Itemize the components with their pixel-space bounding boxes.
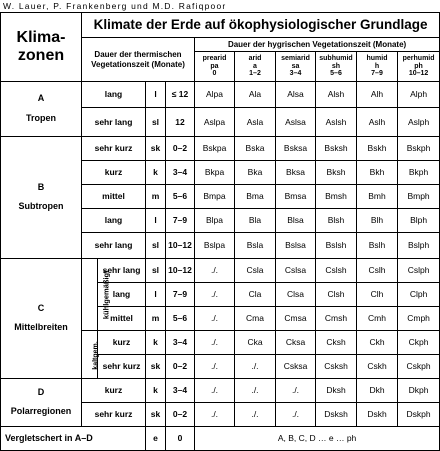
thermal-code: sk <box>146 137 166 161</box>
thermal-months: 7–9 <box>166 209 195 233</box>
climate-type-cell: Bksh <box>316 161 357 185</box>
thermal-code: k <box>146 331 166 355</box>
thermal-duration-label: sehr lang <box>82 108 146 137</box>
climate-type-cell: Cmph <box>398 307 440 331</box>
climate-type-cell: Bmh <box>357 185 398 209</box>
climate-type-cell: Blpa <box>195 209 235 233</box>
climate-type-cell: Cskph <box>398 355 440 379</box>
climate-type-cell: ./. <box>195 331 235 355</box>
climate-type-cell: Clh <box>357 283 398 307</box>
climate-type-cell: Alsa <box>276 82 316 108</box>
climate-type-cell: Bmsh <box>316 185 357 209</box>
hygric-column-name: humid <box>366 54 388 62</box>
thermal-code: m <box>146 307 166 331</box>
climate-type-cell: Ckh <box>357 331 398 355</box>
zone-label <box>1 137 82 259</box>
climate-type-cell: Clsh <box>316 283 357 307</box>
climate-type-cell: Cka <box>235 331 276 355</box>
climate-type-cell: Alph <box>398 82 440 108</box>
thermal-months: 5–6 <box>166 185 195 209</box>
climate-type-cell: ./. <box>235 355 276 379</box>
climate-type-cell: Bskh <box>357 137 398 161</box>
glacier-label: Vergletschert in A–D <box>1 427 146 451</box>
hygric-column-code: ph <box>414 62 423 70</box>
thermal-months: 3–4 <box>166 331 195 355</box>
climate-type-cell: Bslsh <box>316 233 357 259</box>
thermal-duration-label: sehr lang <box>98 259 146 283</box>
climate-type-cell: Asla <box>235 108 276 137</box>
thermal-months: 3–4 <box>166 379 195 403</box>
climate-type-cell: Csla <box>235 259 276 283</box>
table-row <box>1 137 440 161</box>
thermal-code: sl <box>146 259 166 283</box>
thermal-duration-label: mittel <box>98 307 146 331</box>
thermal-code: k <box>146 161 166 185</box>
climate-type-cell: Bma <box>235 185 276 209</box>
thermal-header: Dauer der thermischen Vegetationszeit (Monate) <box>82 38 195 82</box>
thermal-duration-label: sehr kurz <box>98 355 146 379</box>
climate-type-cell: Blsh <box>316 209 357 233</box>
climate-type-cell: Bsla <box>235 233 276 259</box>
zone-name: Tropen <box>25 112 56 123</box>
climate-type-cell: Cmsa <box>276 307 316 331</box>
thermal-months: 5–6 <box>166 307 195 331</box>
climate-type-cell: Aslh <box>357 108 398 137</box>
thermal-months: 12 <box>166 108 195 137</box>
climate-type-cell: Dksh <box>316 379 357 403</box>
climate-type-cell: Cmsh <box>316 307 357 331</box>
zone-name: Polarregionen <box>10 406 72 417</box>
hygric-column-months: 7–9 <box>371 70 383 78</box>
table-row <box>1 82 440 108</box>
climate-type-cell: Bsksa <box>276 137 316 161</box>
climate-type-cell: Bla <box>235 209 276 233</box>
thermal-months: 3–4 <box>166 161 195 185</box>
thermal-duration-label: lang <box>82 82 146 108</box>
climate-type-cell: Dskh <box>357 403 398 427</box>
hygric-column-header <box>316 52 357 82</box>
table-row <box>1 259 440 283</box>
thermal-duration-label: kurz <box>82 379 146 403</box>
climate-type-cell: Blsa <box>276 209 316 233</box>
climate-type-cell: Bksa <box>276 161 316 185</box>
thermal-duration-label: kurz <box>82 161 146 185</box>
zone-label <box>1 82 82 137</box>
climate-type-cell: Blph <box>398 209 440 233</box>
hygric-column-months: 10–12 <box>408 70 429 78</box>
climate-type-cell: Bska <box>235 137 276 161</box>
hygric-column-code: a <box>253 62 257 70</box>
climate-type-cell: ./. <box>195 283 235 307</box>
hygric-column-name: arid <box>248 54 262 62</box>
subgroup-label-warm <box>82 259 111 331</box>
thermal-duration-label: sehr lang <box>82 233 146 259</box>
climate-type-cell: ./. <box>195 355 235 379</box>
climate-type-cell: Ala <box>235 82 276 108</box>
glacier-months: 0 <box>166 427 195 451</box>
thermal-duration-label: mittel <box>82 185 146 209</box>
climate-type-cell: Blh <box>357 209 398 233</box>
climate-classification-table <box>0 12 440 451</box>
thermal-duration-label: lang <box>98 283 146 307</box>
hygric-column-months: 5–6 <box>330 70 342 78</box>
zone-letter: A <box>37 93 45 104</box>
climate-type-cell: Cslh <box>357 259 398 283</box>
climate-type-cell: ./. <box>195 379 235 403</box>
hygric-column-months: 3–4 <box>289 70 302 78</box>
climate-type-cell: Alpa <box>195 82 235 108</box>
climate-type-cell: Cksa <box>276 331 316 355</box>
table-row <box>1 379 440 403</box>
thermal-code: m <box>146 185 166 209</box>
climate-type-cell: Alsh <box>316 82 357 108</box>
climate-type-cell: ./. <box>276 379 316 403</box>
table-title: Klimate der Erde auf ökophysiologischer Grundlage <box>82 13 440 38</box>
climate-type-cell: Cskh <box>357 355 398 379</box>
climate-type-cell: Ckph <box>398 331 440 355</box>
climate-type-cell: Bmsa <box>276 185 316 209</box>
zone-letter: B <box>37 181 45 192</box>
hygric-column-header <box>235 52 276 82</box>
zone-label <box>1 379 82 427</box>
climate-type-cell: Cmh <box>357 307 398 331</box>
hygric-column-header <box>398 52 440 82</box>
zone-letter: D <box>37 386 45 397</box>
subgroup-label-cold <box>82 331 98 379</box>
climate-type-cell: Cslsa <box>276 259 316 283</box>
climate-type-cell: ./. <box>276 403 316 427</box>
thermal-code: sk <box>146 403 166 427</box>
hygric-column-name: semiarid <box>281 54 310 62</box>
climate-type-cell: Aslsa <box>276 108 316 137</box>
climate-type-cell: Bmph <box>398 185 440 209</box>
climate-type-cell: Dskph <box>398 403 440 427</box>
zone-letter: C <box>37 302 45 313</box>
thermal-months: 7–9 <box>166 283 195 307</box>
zones-header: Klima-zonen <box>1 13 82 82</box>
hygric-column-code: pa <box>210 62 219 70</box>
climate-type-cell: ./. <box>235 379 276 403</box>
thermal-duration-label: sehr kurz <box>82 137 146 161</box>
hygric-column-header <box>357 52 398 82</box>
hygric-column-months: 0 <box>212 70 217 78</box>
hygric-column-name: prearid <box>202 54 227 62</box>
thermal-code: sl <box>146 233 166 259</box>
thermal-months: 10–12 <box>166 233 195 259</box>
zone-name: Subtropen <box>18 201 64 212</box>
climate-type-cell: Bskph <box>398 137 440 161</box>
climate-type-cell: ./. <box>235 403 276 427</box>
climate-type-cell: ./. <box>195 259 235 283</box>
climate-type-cell: ./. <box>195 403 235 427</box>
thermal-code: k <box>146 379 166 403</box>
climate-type-cell: Bsksh <box>316 137 357 161</box>
thermal-months: ≤ 12 <box>166 82 195 108</box>
thermal-code: l <box>146 209 166 233</box>
climate-type-cell: Bskpa <box>195 137 235 161</box>
climate-type-cell: Dkph <box>398 379 440 403</box>
thermal-code: l <box>146 82 166 108</box>
climate-type-cell: Cslsh <box>316 259 357 283</box>
climate-type-cell: Cma <box>235 307 276 331</box>
climate-type-cell: Csksa <box>276 355 316 379</box>
climate-type-cell: Cslph <box>398 259 440 283</box>
climate-type-cell: Aslpa <box>195 108 235 137</box>
hygric-column-code: h <box>374 62 380 70</box>
climate-type-cell: Csksh <box>316 355 357 379</box>
climate-type-cell: Cla <box>235 283 276 307</box>
climate-type-cell: Bkh <box>357 161 398 185</box>
zone-name: Mittelbreiten <box>14 322 68 333</box>
thermal-duration-label: kurz <box>98 331 146 355</box>
glacier-row <box>1 427 440 451</box>
climate-type-cell: Aslsh <box>316 108 357 137</box>
thermal-months: 10–12 <box>166 259 195 283</box>
climate-type-cell: Bkpa <box>195 161 235 185</box>
climate-type-cell: Alh <box>357 82 398 108</box>
thermal-duration-label: lang <box>82 209 146 233</box>
climate-type-cell: Bkph <box>398 161 440 185</box>
thermal-duration-label: sehr kurz <box>82 403 146 427</box>
hygric-column-code: sh <box>331 62 341 70</box>
climate-type-cell: Dkh <box>357 379 398 403</box>
glacier-cells: A, B, C, D … e … ph <box>195 427 440 451</box>
zone-label <box>1 259 82 379</box>
thermal-months: 0–2 <box>166 355 195 379</box>
thermal-code: sl <box>146 108 166 137</box>
author-credit: W. Lauer, P. Frankenberg und M.D. Rafiqpoor <box>3 1 227 11</box>
hygric-column-header <box>195 52 235 82</box>
climate-type-cell: Clph <box>398 283 440 307</box>
climate-type-cell: Bslh <box>357 233 398 259</box>
glacier-code: e <box>146 427 166 451</box>
hygric-column-header <box>276 52 316 82</box>
climate-type-cell: Bslph <box>398 233 440 259</box>
climate-type-cell: Bmpa <box>195 185 235 209</box>
thermal-code: l <box>146 283 166 307</box>
subgroup-text: kaltgem. <box>92 341 100 370</box>
climate-type-cell: Clsa <box>276 283 316 307</box>
climate-type-cell: Cksh <box>316 331 357 355</box>
climate-type-cell: Dsksh <box>316 403 357 427</box>
hygric-header: Dauer der hygrischen Vegetationszeit (Monate) <box>195 38 440 52</box>
climate-type-cell: Bslpa <box>195 233 235 259</box>
climate-type-cell: Bslsa <box>276 233 316 259</box>
thermal-months: 0–2 <box>166 403 195 427</box>
hygric-column-name: perhumid <box>402 54 435 62</box>
hygric-column-months: 1–2 <box>249 70 261 78</box>
climate-type-cell: Bka <box>235 161 276 185</box>
subgroup-text: kühlgemäßigt <box>101 270 111 320</box>
hygric-column-code: sa <box>291 62 300 70</box>
thermal-code: sk <box>146 355 166 379</box>
thermal-months: 0–2 <box>166 137 195 161</box>
climate-type-cell: Aslph <box>398 108 440 137</box>
hygric-column-name: subhumid <box>319 54 353 62</box>
climate-type-cell: ./. <box>195 307 235 331</box>
